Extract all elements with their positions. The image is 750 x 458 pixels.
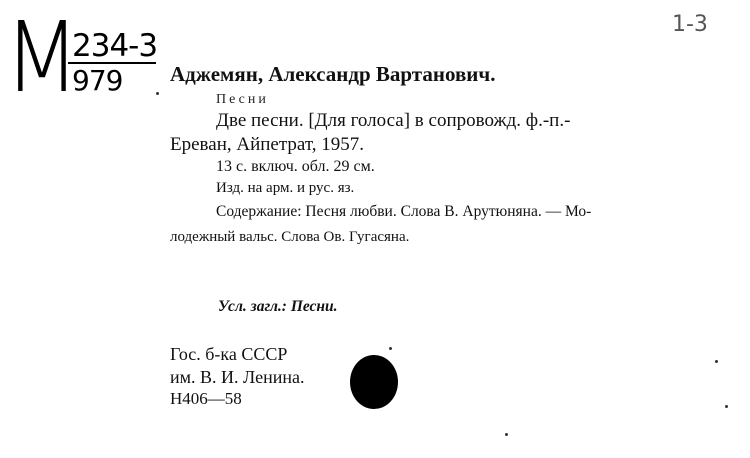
library-imprint-line-2: им. В. И. Ленина. [170, 367, 305, 387]
author-heading: Аджемян, Александр Вартанович. [170, 62, 496, 86]
speck [156, 92, 159, 95]
physical-description: 13 с. включ. обл. 29 см. [216, 158, 375, 175]
uniform-title-stamp: Песни [216, 92, 269, 107]
handwritten-shelf-letter: М [4, 0, 80, 115]
speck [725, 405, 728, 408]
speck [505, 433, 508, 436]
handwritten-code-bottom: 979 [72, 64, 123, 97]
contents-line-2: лодежный вальс. Слова Ов. Гугасяна. [170, 229, 410, 245]
speck [715, 360, 718, 363]
title-line-2: Ереван, Айпетрат, 1957. [170, 134, 364, 155]
library-imprint-line-3: Н406—58 [170, 389, 242, 408]
title-line-1: Две песни. [Для голоса] в сопровожд. ф.-п.- [216, 110, 571, 131]
language-note: Изд. на арм. и рус. яз. [216, 180, 355, 196]
contents-line-1: Содержание: Песня любви. Слова В. Арутюняна. — Мо- [216, 203, 592, 220]
ink-blot [350, 355, 398, 409]
speck [389, 347, 392, 350]
subject-heading: Усл. загл.: Песни. [218, 298, 338, 315]
handwritten-corner-mark: 1-3 [672, 12, 708, 37]
handwritten-code-top: 234-3 [72, 28, 158, 64]
library-imprint-line-1: Гос. б-ка СССР [170, 344, 288, 364]
